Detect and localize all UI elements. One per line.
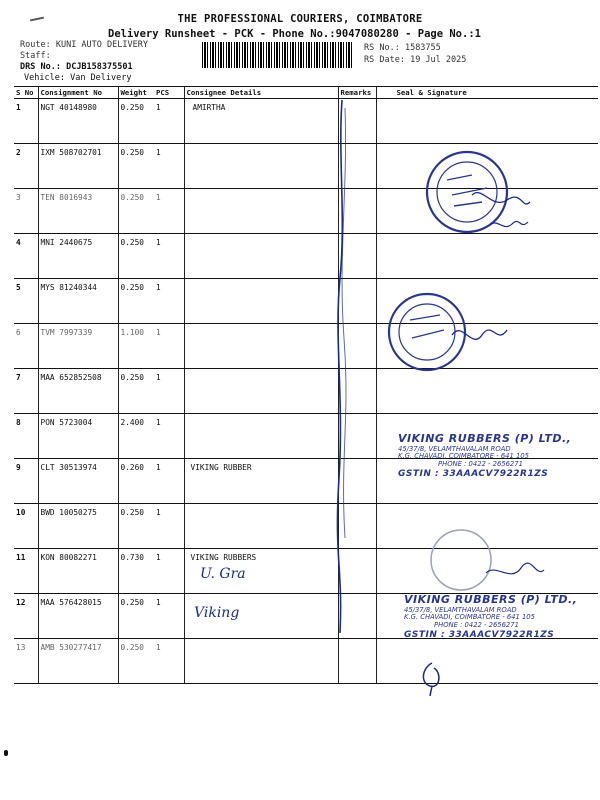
route-line (20, 40, 148, 50)
stamp-phone: PHONE : 0422 - 2656271 (438, 460, 523, 469)
row-weight: 0.250 (118, 189, 154, 234)
row-pcs: 1 (154, 504, 184, 549)
table-row (14, 639, 598, 684)
row-consignee (184, 234, 338, 279)
route-value: KUNI AUTO DELIVERY (55, 40, 148, 50)
col-weight: Weight (118, 87, 154, 99)
row-consignment: AMB 530277417 (38, 639, 118, 684)
rs-no-line (364, 43, 441, 53)
row-sno: 8 (14, 414, 38, 459)
row-consignee: VIKING RUBBER (184, 459, 338, 504)
stamp-address2: K.G. CHAVADI, COIMBATORE - 641 105 (404, 613, 535, 622)
row-consignee (184, 414, 338, 459)
row-consignee (184, 369, 338, 414)
row-consignee: AMIRTHA (184, 99, 338, 144)
row-consignment: PON 5723004 (38, 414, 118, 459)
row-pcs: 1 (154, 639, 184, 684)
handwritten-receiver: U. Gra (200, 566, 246, 582)
row-sno: 9 (14, 459, 38, 504)
row-pcs: 1 (154, 594, 184, 639)
row-consignment: TEN 8016943 (38, 189, 118, 234)
stamp-title: VIKING RUBBERS (P) LTD., (404, 593, 578, 606)
row-consignee (184, 504, 338, 549)
company-stamp (404, 594, 577, 640)
round-seal-icon (382, 290, 512, 380)
stamp-title: VIKING RUBBERS (P) LTD., (398, 432, 572, 445)
route-label: Route: (20, 40, 51, 50)
row-sno: 13 (14, 639, 38, 684)
col-pcs: PCS (154, 87, 184, 99)
row-pcs: 1 (154, 549, 184, 594)
row-pcs: 1 (154, 324, 184, 369)
row-weight: 0.250 (118, 279, 154, 324)
row-weight: 0.250 (118, 99, 154, 144)
stamp-gstin: GSTIN : 33AAACV7922R1ZS (404, 630, 555, 641)
stamp-address1: 45/37/8, VELAMTHAVALAM ROAD (404, 605, 517, 614)
row-consignment: MAA 576428015 (38, 594, 118, 639)
drs-value: DCJB158375501 (66, 62, 133, 72)
row-pcs: 1 (154, 144, 184, 189)
barcode (202, 42, 352, 68)
row-remarks (338, 639, 376, 684)
round-seal-icon (412, 140, 532, 250)
row-sno: 6 (14, 324, 38, 369)
company-title: THE PROFESSIONAL COURIERS, COIMBATORE (177, 13, 423, 25)
table-row (14, 99, 598, 144)
signature-scribble (412, 658, 452, 698)
row-weight: 2.400 (118, 414, 154, 459)
company-stamp (398, 433, 571, 479)
rs-date-label: RS Date: (364, 55, 405, 65)
row-consignment: TVM 7997339 (38, 324, 118, 369)
row-pcs: 1 (154, 189, 184, 234)
drs-line (20, 62, 133, 72)
row-consignment: KON 80082271 (38, 549, 118, 594)
col-consignee: Consignee Details (184, 87, 338, 99)
row-weight: 0.260 (118, 459, 154, 504)
row-sno: 7 (14, 369, 38, 414)
row-consignee (184, 639, 338, 684)
row-pcs: 1 (154, 99, 184, 144)
row-weight: 1.100 (118, 324, 154, 369)
row-consignee (184, 324, 338, 369)
row-consignment: CLT 30513974 (38, 459, 118, 504)
row-consignment: BWD 10050275 (38, 504, 118, 549)
row-consignment: MYS 81240344 (38, 279, 118, 324)
row-pcs: 1 (154, 369, 184, 414)
col-consignment: Consignment No (38, 87, 118, 99)
row-pcs: 1 (154, 234, 184, 279)
row-consignee (184, 189, 338, 234)
col-sno: S No (14, 87, 38, 99)
row-seal (376, 639, 598, 684)
vehicle-value: Van Delivery (70, 73, 132, 83)
row-consignee (184, 144, 338, 189)
pen-strike-lines (320, 98, 360, 638)
row-sno: 3 (14, 189, 38, 234)
row-sno: 1 (14, 99, 38, 144)
row-pcs: 1 (154, 279, 184, 324)
row-weight: 0.250 (118, 594, 154, 639)
drs-label: DRS No.: (20, 62, 61, 72)
row-weight: 0.250 (118, 504, 154, 549)
stamp-address1: 45/37/8, VELAMTHAVALAM ROAD (398, 444, 511, 453)
row-sno: 10 (14, 504, 38, 549)
row-consignment: NGT 40148980 (38, 99, 118, 144)
runsheet-subtitle: Delivery Runsheet - PCK - Phone No.:9047080280 - Page No.:1 (108, 28, 481, 40)
col-remarks: Remarks (338, 87, 376, 99)
vehicle-label: Vehicle: (24, 73, 65, 83)
row-sno: 11 (14, 549, 38, 594)
table-header-row (14, 87, 598, 99)
row-pcs: 1 (154, 459, 184, 504)
col-seal: Seal & Signature (376, 87, 598, 99)
row-sno: 4 (14, 234, 38, 279)
row-consignment: MNI 2440675 (38, 234, 118, 279)
row-consignee: VIKING RUBBERS (184, 549, 338, 594)
row-sno: 5 (14, 279, 38, 324)
faint-seal-icon (426, 528, 546, 598)
row-weight: 0.250 (118, 234, 154, 279)
row-seal (376, 99, 598, 144)
scan-dot (4, 750, 8, 756)
vehicle-line (24, 73, 132, 83)
row-sno: 2 (14, 144, 38, 189)
row-sno: 12 (14, 594, 38, 639)
rs-date-value: 19 Jul 2025 (410, 55, 467, 65)
row-weight: 0.250 (118, 144, 154, 189)
row-weight: 0.250 (118, 639, 154, 684)
stamp-phone: PHONE : 0422 - 2656271 (434, 621, 519, 630)
row-consignment: IXM 508702701 (38, 144, 118, 189)
stamp-address2: K.G. CHAVADI, COIMBATORE - 641 105 (398, 452, 529, 461)
row-weight: 0.730 (118, 549, 154, 594)
row-pcs: 1 (154, 414, 184, 459)
rs-no-value: 1583755 (404, 43, 441, 53)
rs-no-label: RS No.: (364, 43, 400, 53)
row-weight: 0.250 (118, 369, 154, 414)
handwritten-receiver: Viking (194, 605, 240, 621)
rs-date-line (364, 55, 466, 65)
row-consignment: MAA 652852508 (38, 369, 118, 414)
staff-label: Staff: (20, 51, 51, 61)
row-consignee (184, 279, 338, 324)
stamp-gstin: GSTIN : 33AAACV7922R1ZS (398, 469, 549, 480)
